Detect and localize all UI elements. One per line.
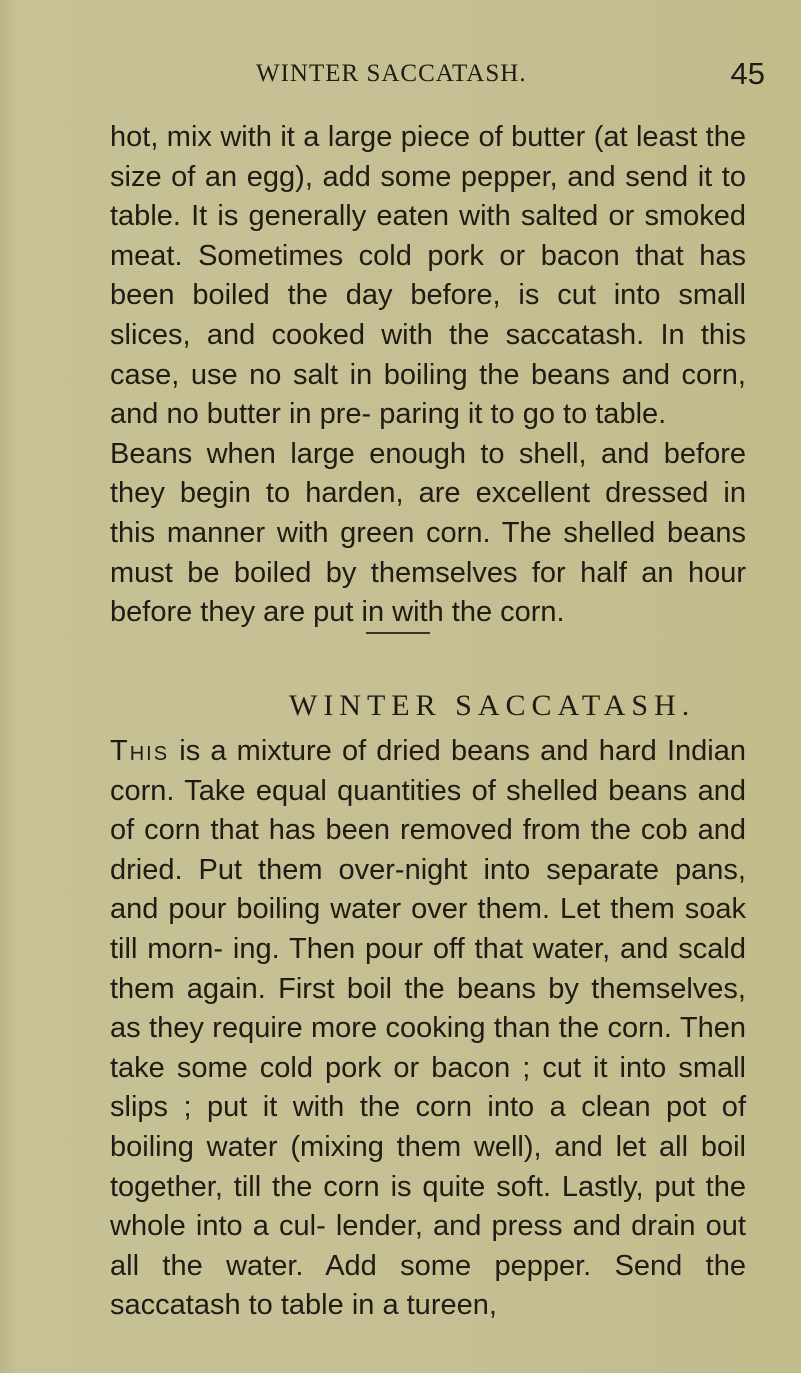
section-title: WINTER SACCATASH. [289,689,696,722]
recipe-body-text: is a mixture of dried beans and hard Indian corn. Take equal quantities of shelled beans and of corn that has been removed from the cob and dried. Put them over-night into separate pans, and pour boiling water over them. Let them soak till morn- ing. Then pour off that water, and scald them again. First boil the beans by themselves, as they require more cooking than the corn. Then take some cold pork or bacon ; cut it into small slips ; put it with the corn into a clean pot of boiling water (mixing them well), and let all boil together, till the corn is quite soft. Lastly, put the whole into a cul- lender, and press and drain out all the water. Add some pepper. Send the saccatash to table in a tureen, [110,735,746,1322]
running-title: WINTER SACCATASH. [256,60,527,87]
section-divider [366,632,430,634]
continued-recipe-text [110,118,746,633]
paragraph-continued: hot, mix with it a large piece of butter (at least the size of an egg), add some pepper, and send it to table. It is generally eaten with salted or smoked meat. Sometimes cold pork or bacon that has been boiled the day before, is cut into small slices, and cooked with the saccatash. In this case, use no salt in boiling the beans and corn, and no butter in pre- paring it to go to table. [110,121,746,431]
winter-saccatash-recipe [110,732,746,1326]
paragraph-green-beans: Beans when large enough to shell, and before they begin to harden, are excellent dressed in this manner with green corn. The shelled beans must be boiled by themselves for half an hour before they are put in with the corn. [110,437,746,629]
running-head [110,56,765,96]
page-edge-shadow [0,0,18,1373]
recipe-paragraph [110,732,746,1326]
page-number: 45 [730,56,765,91]
opening-word: This [110,735,170,767]
